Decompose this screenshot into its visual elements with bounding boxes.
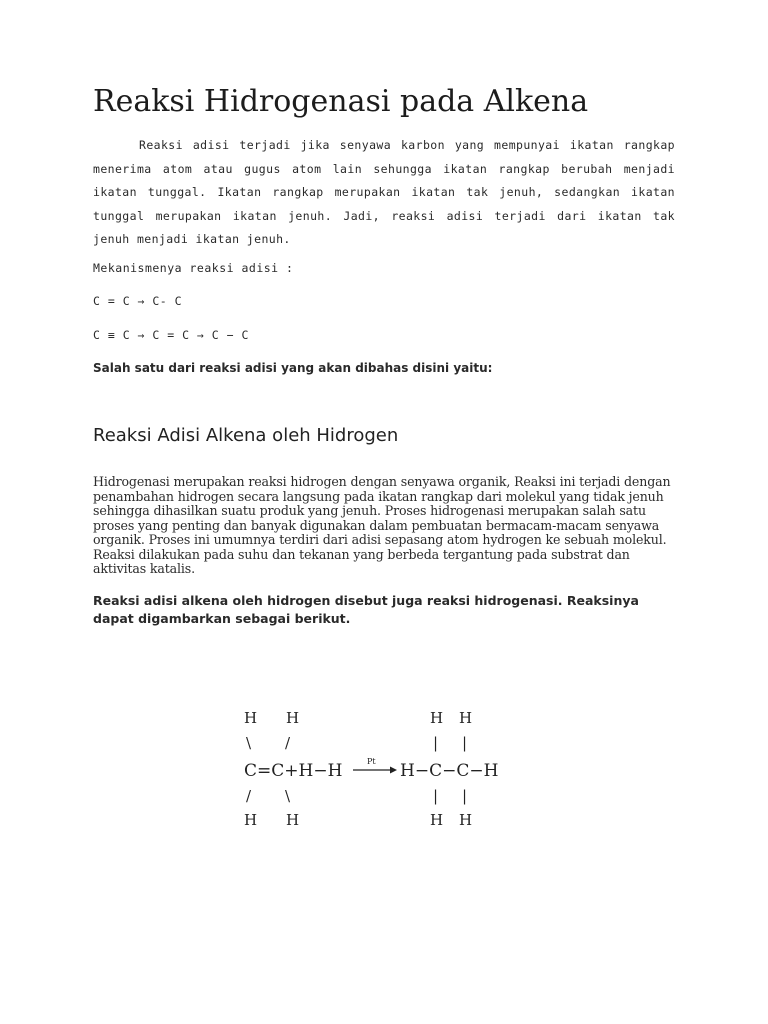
mechanism-equation-2: C ≡ C → C = C → C − C	[93, 328, 249, 342]
reaction-arrow-head	[390, 767, 397, 774]
reactant-top-bond-2: /	[285, 734, 291, 752]
reactant-bottom-h-2: H	[286, 811, 300, 829]
mechanism-equation-1: C = C → C- C	[93, 294, 183, 308]
reactant-top-bond-1: \	[246, 734, 252, 752]
product-top-bond-2: |	[462, 734, 468, 752]
product-formula: H−C−C−H	[400, 761, 499, 781]
product-top-h-1: H	[430, 709, 444, 727]
product-bottom-h-1: H	[430, 811, 444, 829]
mechanism-label: Mekanismenya reaksi adisi :	[93, 261, 294, 275]
closing-paragraph: Reaksi adisi alkena oleh hidrogen disebut juga reaksi hidrogenasi. Reaksinya dapat digambarkan sebagai berikut.	[93, 593, 639, 626]
lead-in-text: Salah satu dari reaksi adisi yang akan dibahas disini yaitu:	[93, 361, 493, 375]
body-paragraph: Hidrogenasi merupakan reaksi hidrogen dengan senyawa organik, Reaksi ini terjadi dengan penambahan hidrogen secara langsung pada ikatan rangkap dari molekul yang tidak jenuh sehingga dihasilkan suatu produk yang jenuh. Proses hidrogenasi merupakan salah satu proses yang penting dan banyak digunakan dalam pembuatan bermacam-macam senyawa organik. Proses ini umumnya terdiri dari adisi sepasang atom hydrogen ke sebuah molekul. Reaksi dilakukan pada suhu dan tekanan yang berbeda tergantung pada substrat dan aktivitas katalis.	[93, 474, 671, 576]
hydrogenation-reaction-diagram	[230, 700, 520, 835]
product-top-h-2: H	[459, 709, 473, 727]
product-bottom-bond-1: |	[433, 787, 439, 805]
reactant-bottom-h-1: H	[244, 811, 258, 829]
section-heading: Reaksi Adisi Alkena oleh Hidrogen	[93, 425, 399, 446]
product-bottom-bond-2: |	[462, 787, 468, 805]
reactant-bottom-bond-2: \	[285, 787, 291, 805]
page-title: Reaksi Hidrogenasi pada Alkena	[93, 84, 589, 119]
reactant-formula: C=C+H−H	[244, 761, 343, 781]
catalyst-label: Pt	[367, 757, 376, 766]
product-bottom-h-2: H	[459, 811, 473, 829]
product-top-bond-1: |	[433, 734, 439, 752]
intro-paragraph: Reaksi adisi terjadi jika senyawa karbon yang mempunyai ikatan rangkap menerima atom atau gugus atom lain sehungga ikatan rangkap berubah menjadi ikatan tunggal. Ikatan rangkap merupakan ikatan tak jenuh, sedangkan ikatan tunggal merupakan ikatan jenuh. Jadi, reaksi adisi terjadi dari ikatan tak jenuh menjadi ikatan jenuh.	[93, 138, 675, 246]
reactant-top-h-1: H	[244, 709, 258, 727]
reactant-bottom-bond-1: /	[246, 787, 252, 805]
reactant-top-h-2: H	[286, 709, 300, 727]
